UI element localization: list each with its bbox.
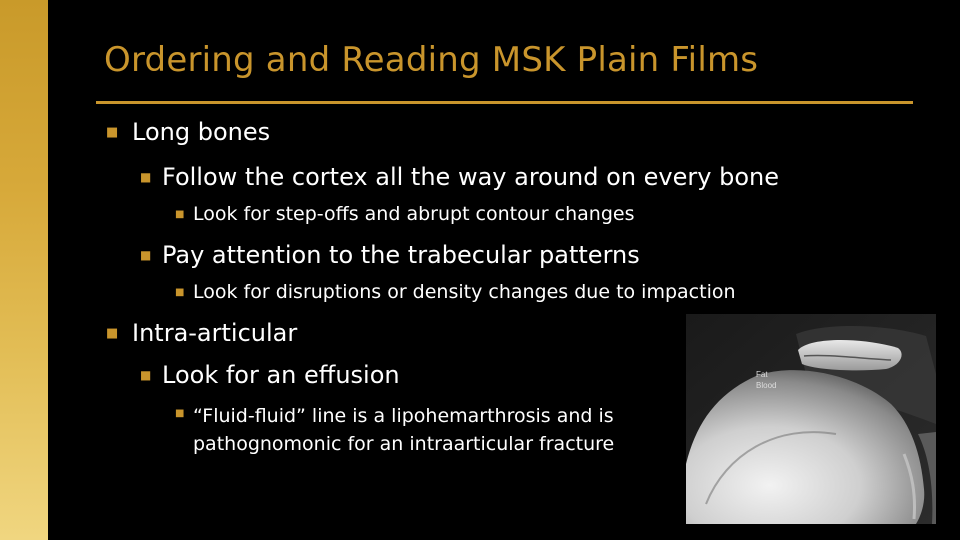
bullet-step-offs xyxy=(175,203,634,225)
bullet-effusion xyxy=(140,361,400,389)
bullet-text: Look for an effusion xyxy=(162,361,400,389)
square-bullet-icon: ■ xyxy=(106,125,119,140)
square-bullet-icon: ■ xyxy=(175,209,185,220)
bullet-text-line-1: “Fluid-fluid” line is a lipohemarthrosis and is xyxy=(193,405,614,427)
square-bullet-icon: ■ xyxy=(106,326,119,341)
xray-label-fat: Fat xyxy=(756,370,768,379)
bullet-text xyxy=(193,402,614,458)
square-bullet-icon: ■ xyxy=(140,368,152,382)
bullet-fluid-fluid-line xyxy=(175,402,614,458)
bullet-trabecular xyxy=(140,241,640,269)
bullet-text: Follow the cortex all the way around on every bone xyxy=(162,163,779,191)
knee-xray-image xyxy=(686,314,936,524)
xray-label-blood: Blood xyxy=(756,381,777,390)
accent-side-bar xyxy=(0,0,48,540)
knee-xray-graphic xyxy=(686,314,936,524)
slide-title: Ordering and Reading MSK Plain Films xyxy=(104,40,759,80)
bullet-text: Intra-articular xyxy=(132,319,298,347)
bullet-text: Look for step-offs and abrupt contour changes xyxy=(193,203,635,225)
bullet-text: Long bones xyxy=(132,118,271,146)
bullet-text: Look for disruptions or density changes due to impaction xyxy=(193,281,736,303)
bullet-text-line-2: pathognomonic for an intraarticular fracture xyxy=(193,433,615,455)
title-divider xyxy=(96,101,913,104)
square-bullet-icon: ■ xyxy=(140,170,152,184)
bullet-disruptions xyxy=(175,281,736,303)
square-bullet-icon: ■ xyxy=(140,248,152,262)
square-bullet-icon: ■ xyxy=(175,408,185,419)
bullet-intra-articular xyxy=(106,319,297,347)
bullet-long-bones xyxy=(106,118,270,146)
bullet-follow-cortex xyxy=(140,163,779,191)
square-bullet-icon: ■ xyxy=(175,287,185,298)
bullet-text: Pay attention to the trabecular patterns xyxy=(162,241,640,269)
